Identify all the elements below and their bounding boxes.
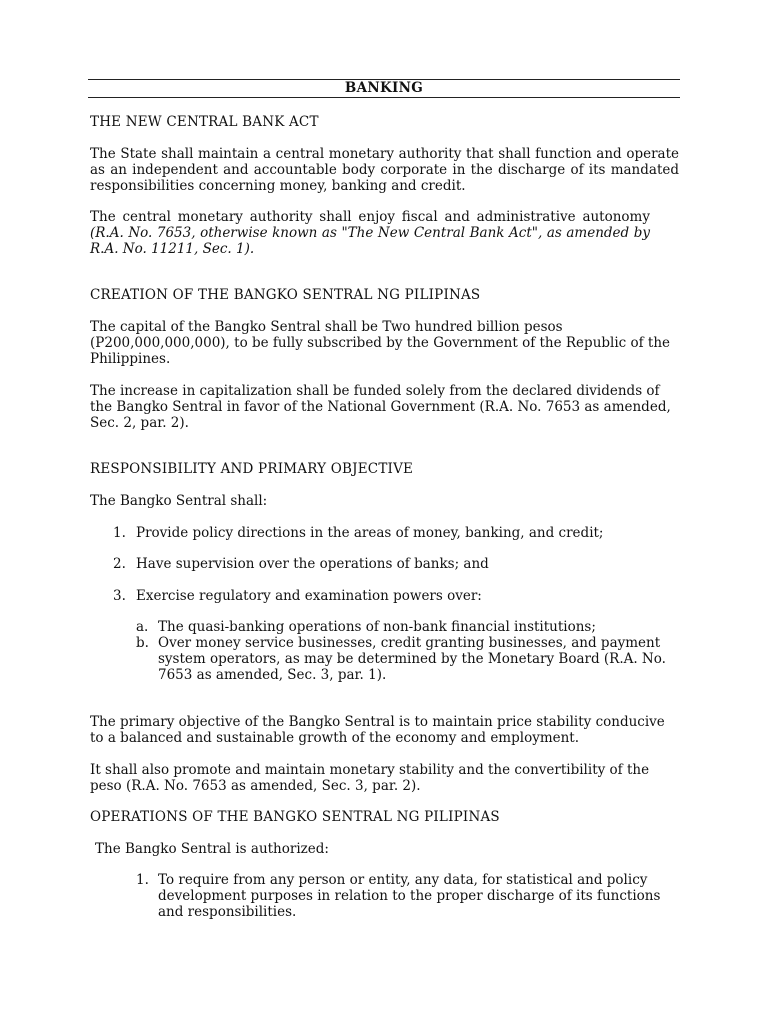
- paragraph-capital: The capital of the Bangko Sentral shall be Two hundred billion pesos (P200,000,000,000), to be fully subscribed by the Government of the Republic of the Philippines.: [90, 319, 671, 367]
- list-item-text: Provide policy directions in the areas of money, banking, and credit;: [136, 525, 604, 541]
- list-item: [136, 872, 666, 920]
- fiscal-autonomy-text: The central monetary authority shall enjoy fiscal and administrative autonomy: [90, 209, 650, 225]
- list-item: [113, 556, 673, 572]
- paragraph-state-central-authority: The State shall maintain a central monetary authority that shall function and operate as an independent and accountable body corporate in the discharge of its mandated responsibilities concerning money, banking and credit.: [90, 146, 679, 194]
- list-item-text: Have supervision over the operations of banks; and: [136, 556, 489, 572]
- paragraph-monetary-stability: It shall also promote and maintain monetary stability and the convertibility of the peso (R.A. No. 7653 as amended, Sec. 3, par. 2).: [90, 762, 650, 794]
- list-item-number: 1.: [136, 872, 149, 888]
- paragraph-primary-objective: The primary objective of the Bangko Sentral is to maintain price stability conducive to a balanced and sustainable growth of the economy and employment.: [90, 714, 665, 746]
- paragraph-capitalization-increase: The increase in capitalization shall be funded solely from the declared dividends of the Bangko Sentral in favor of the National Government (R.A. No. 7653 as amended, Sec. 2, par. 2).: [90, 383, 671, 431]
- fiscal-autonomy-citation: (R.A. No. 7653, otherwise known as "The New Central Bank Act", as amended by R.A. No. 11211, Sec. 1).: [90, 225, 650, 257]
- list-item: [113, 588, 673, 604]
- sub-list-item-text: The quasi-banking operations of non-bank financial institutions;: [158, 619, 596, 635]
- paragraph-bsp-shall: The Bangko Sentral shall:: [90, 493, 268, 509]
- paragraph-fiscal-autonomy: [90, 209, 650, 257]
- section-heading-responsibility: RESPONSIBILITY AND PRIMARY OBJECTIVE: [90, 461, 414, 477]
- list-item-text: To require from any person or entity, any data, for statistical and policy development purposes in relation to the proper discharge of its functions and responsibilities.: [158, 872, 661, 920]
- section-heading-operations-bsp: OPERATIONS OF THE BANGKO SENTRAL NG PILIPINAS: [90, 809, 500, 825]
- sub-list-item: [136, 619, 676, 635]
- list-item-text: Exercise regulatory and examination powers over:: [136, 588, 482, 604]
- title-underline-rule: [88, 97, 680, 98]
- page-title: BANKING: [344, 80, 424, 96]
- list-item-number: 2.: [113, 556, 126, 572]
- section-heading-creation-bsp: CREATION OF THE BANGKO SENTRAL NG PILIPINAS: [90, 287, 481, 303]
- list-item: [113, 525, 673, 541]
- list-item-number: 1.: [113, 525, 126, 541]
- list-item-number: 3.: [113, 588, 126, 604]
- sub-list-item: [136, 635, 676, 683]
- section-heading-new-central-bank-act: THE NEW CENTRAL BANK ACT: [90, 114, 319, 130]
- paragraph-bsp-authorized: The Bangko Sentral is authorized:: [95, 841, 329, 857]
- sub-list-item-text: Over money service businesses, credit granting businesses, and payment system operators, as may be determined by the Monetary Board (R.A. No. 7653 as amended, Sec. 3, par. 1).: [158, 635, 666, 683]
- sub-list-item-letter: a.: [136, 619, 149, 635]
- sub-list-item-letter: b.: [136, 635, 149, 651]
